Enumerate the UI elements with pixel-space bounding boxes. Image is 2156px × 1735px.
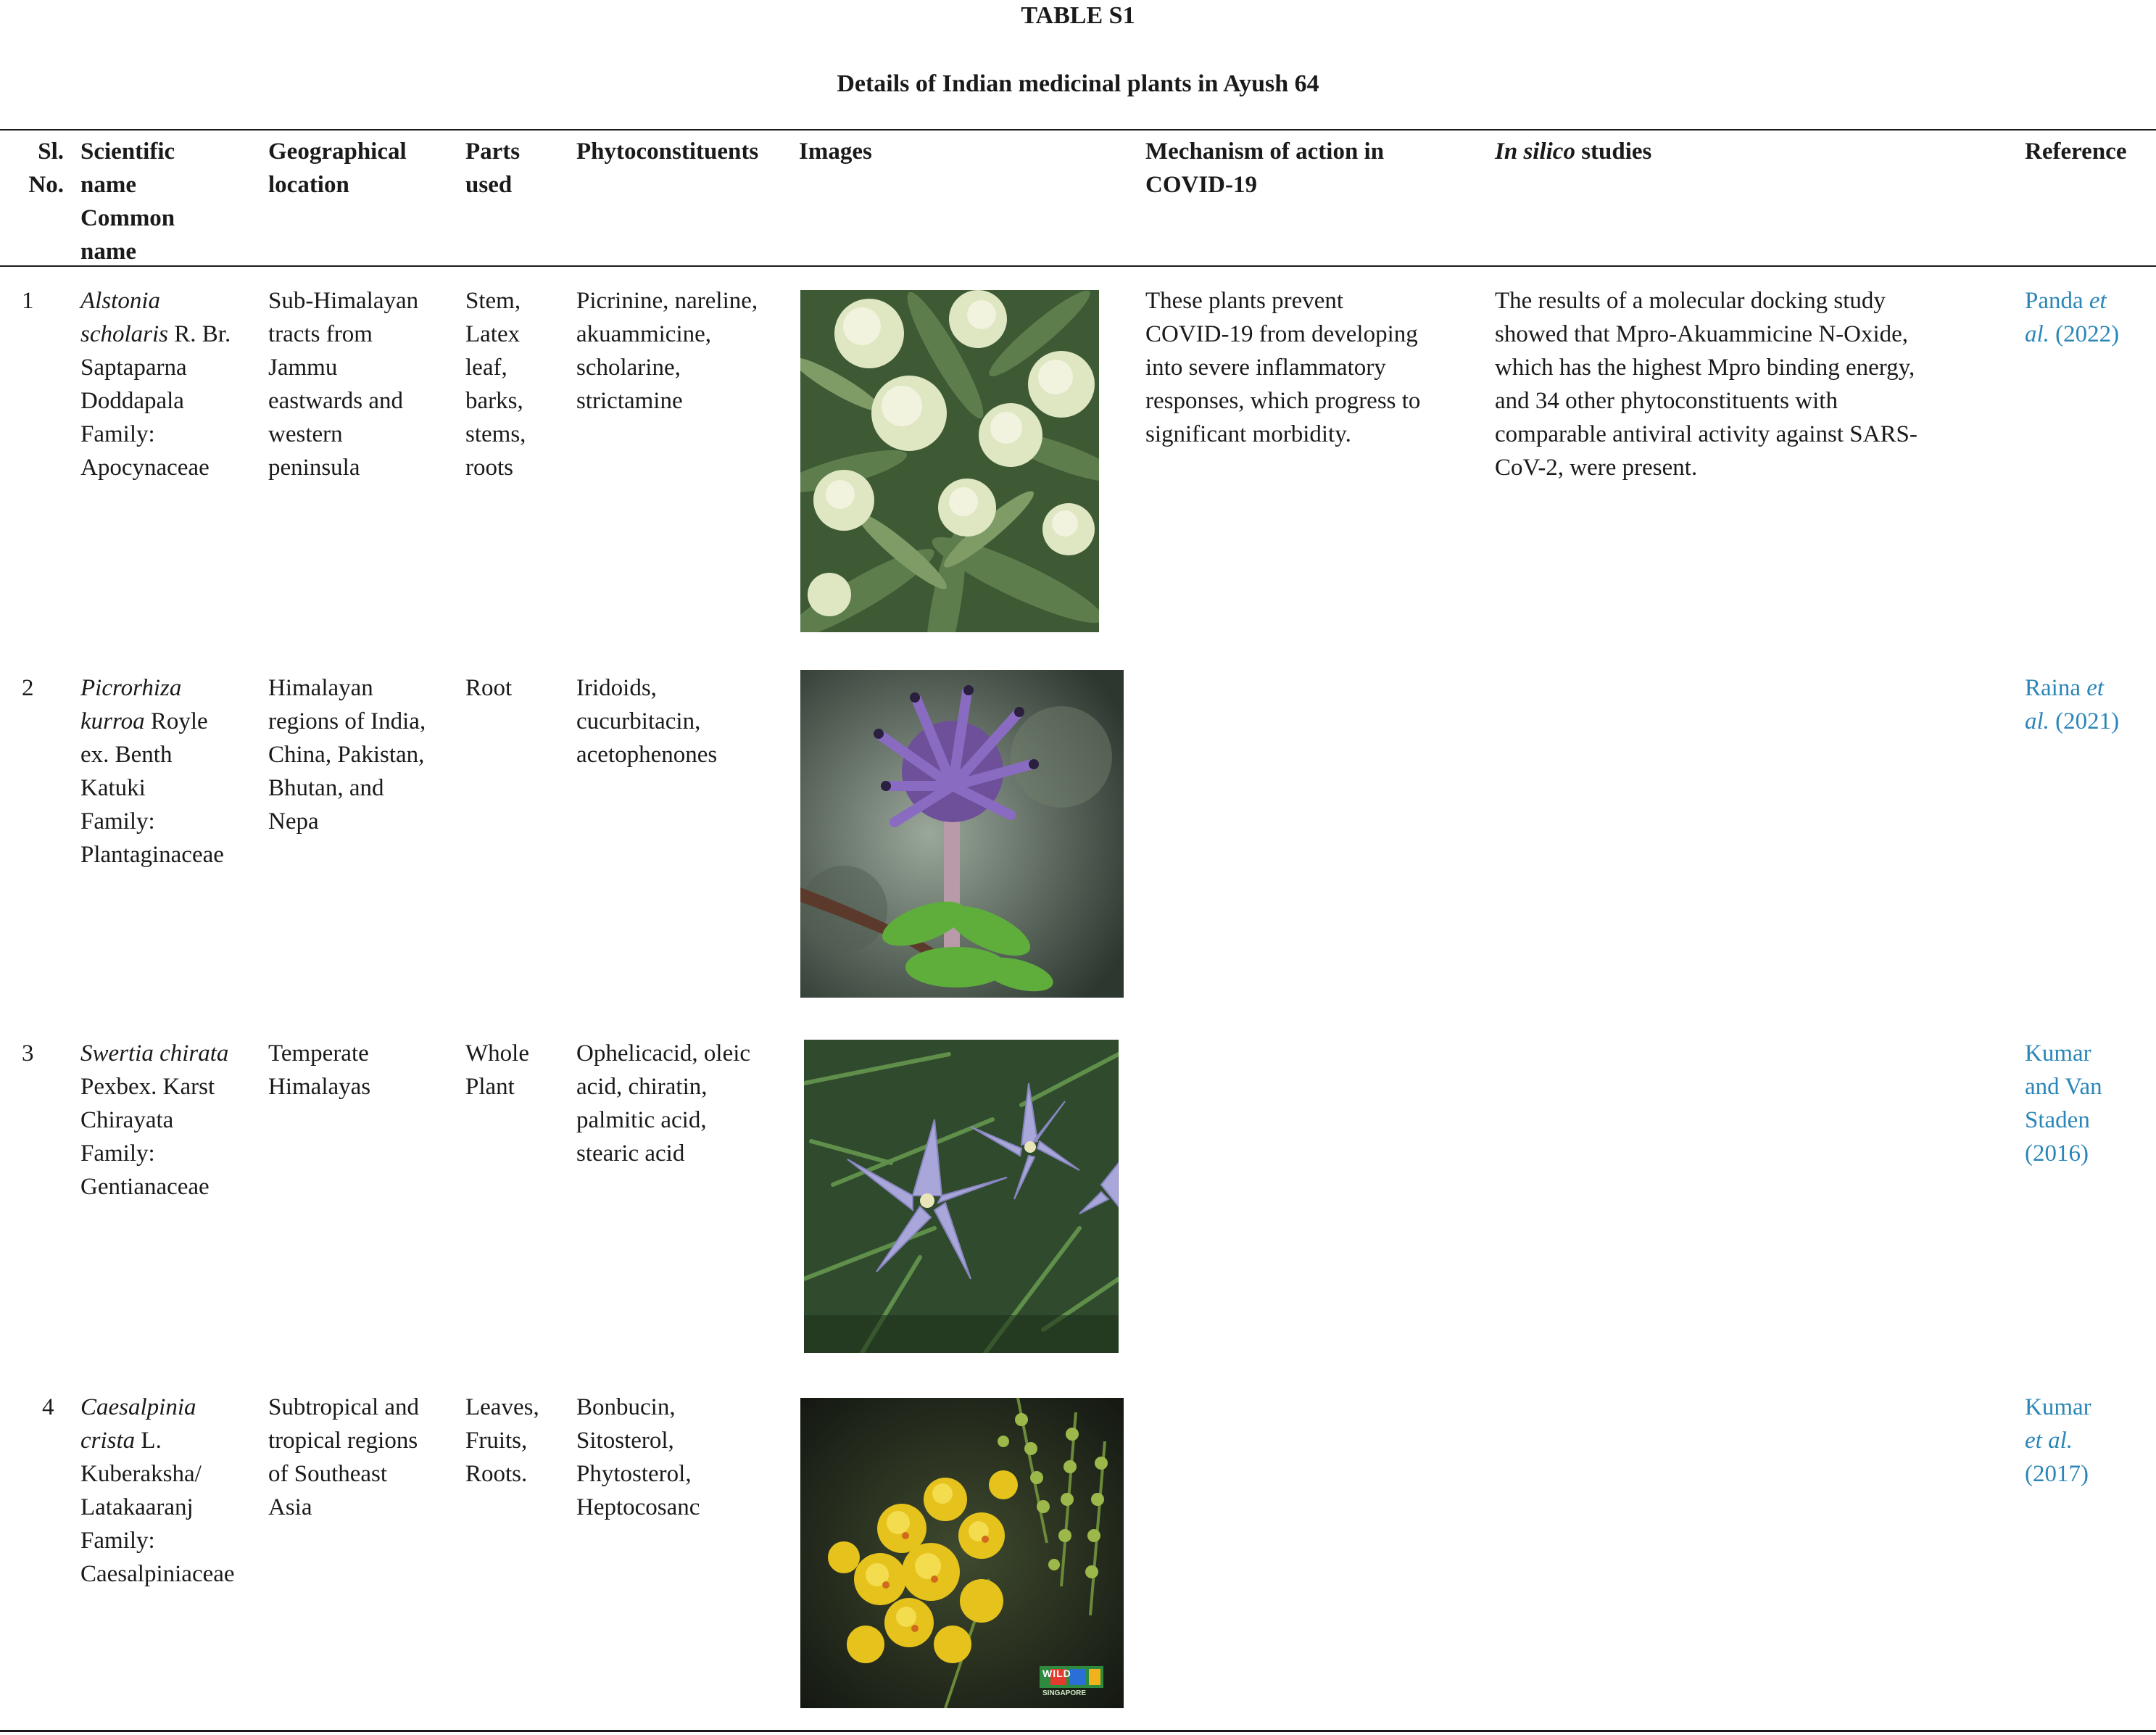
reference-link[interactable]: Kumar et al. (2017) bbox=[2025, 1394, 2091, 1487]
parts-used: Whole Plant bbox=[465, 1040, 529, 1100]
parts-used: Root bbox=[465, 675, 513, 701]
header-rule bbox=[0, 265, 2156, 267]
header-geographical-location: Geographical location bbox=[268, 138, 407, 198]
header-mechanism: Mechanism of action in COVID-19 bbox=[1145, 138, 1385, 198]
plant-image-swertia bbox=[804, 1040, 1119, 1353]
top-rule bbox=[0, 129, 2156, 131]
header-parts-used: Parts used bbox=[465, 138, 521, 198]
parts-used: Stem, Latex leaf, barks, stems, roots bbox=[465, 288, 526, 481]
table-label: TABLE S1 bbox=[1021, 2, 1135, 29]
reference-link[interactable]: Raina et al. (2021) bbox=[2025, 675, 2120, 734]
header-phytoconstituents: Phytoconstituents bbox=[576, 138, 759, 165]
plant-image-alstonia bbox=[800, 290, 1099, 632]
reference-link[interactable]: Panda et al. (2022) bbox=[2025, 288, 2120, 347]
scientific-name: Caesalpinia crista L. Kuberaksha/ Latakaaranj Family: Caesalpiniaceae bbox=[80, 1394, 235, 1587]
header-in-silico: In silico studies bbox=[1495, 138, 1652, 165]
geographical-location: Sub-Himalayan tracts from Jammu eastwards and western peninsula bbox=[268, 288, 419, 481]
geographical-location: Temperate Himalayas bbox=[268, 1040, 371, 1100]
mechanism-of-action: These plants prevent COVID-19 from developing into severe inflammatory responses, which progress to significant morbidity. bbox=[1145, 288, 1421, 447]
header-scientific-name: Scientific name Common name bbox=[80, 138, 175, 265]
geographical-location: Himalayan regions of India, China, Pakistan, Bhutan, and Nepa bbox=[268, 675, 426, 835]
bottom-rule bbox=[0, 1730, 2156, 1732]
phytoconstituents: Bonbucin, Sitosterol, Phytosterol, Heptocosanc bbox=[576, 1394, 700, 1520]
header-sl-no: Sl. No. bbox=[28, 138, 64, 198]
parts-used: Leaves, Fruits, Roots. bbox=[465, 1394, 539, 1487]
sl-no: 4 bbox=[42, 1394, 54, 1420]
watermark-logo-text: SINGAPORE bbox=[1042, 1689, 1087, 1697]
phytoconstituents: Picrinine, nareline, akuammicine, scholarine, strictamine bbox=[576, 288, 758, 414]
scientific-name: Picrorhiza kurroa Royle ex. Benth Katuki Family: Plantaginaceae bbox=[80, 675, 224, 868]
reference-link[interactable]: Kumar and Van Staden (2016) bbox=[2025, 1040, 2102, 1167]
header-images: Images bbox=[799, 138, 872, 165]
in-silico-studies: The results of a molecular docking study showed that Mpro-Akuammicine N-Oxide, which has the highest Mpro binding energy, and 34 other phytoconstituents with comparable antiviral activity against SARS- CoV-2, were present. bbox=[1495, 288, 1917, 481]
phytoconstituents: Iridoids, cucurbitacin, acetophenones bbox=[576, 675, 718, 768]
watermark-logo: WILD bbox=[1042, 1668, 1071, 1679]
table-caption: Details of Indian medicinal plants in Ayush 64 bbox=[837, 70, 1319, 97]
geographical-location: Subtropical and tropical regions of Southeast Asia bbox=[268, 1394, 420, 1520]
plant-image-picrorhiza bbox=[800, 670, 1124, 998]
sl-no: 2 bbox=[22, 675, 34, 701]
scientific-name: Swertia chirata Pexbex. Karst Chirayata Family: Gentianaceae bbox=[80, 1040, 229, 1200]
sl-no: 3 bbox=[22, 1040, 34, 1067]
sl-no: 1 bbox=[22, 288, 34, 314]
header-reference: Reference bbox=[2025, 138, 2127, 165]
phytoconstituents: Ophelicacid, oleic acid, chiratin, palmitic acid, stearic acid bbox=[576, 1040, 751, 1167]
scientific-name: Alstonia scholaris R. Br. Saptaparna Doddapala Family: Apocynaceae bbox=[80, 288, 231, 481]
plant-image-caesalpinia bbox=[800, 1398, 1124, 1708]
